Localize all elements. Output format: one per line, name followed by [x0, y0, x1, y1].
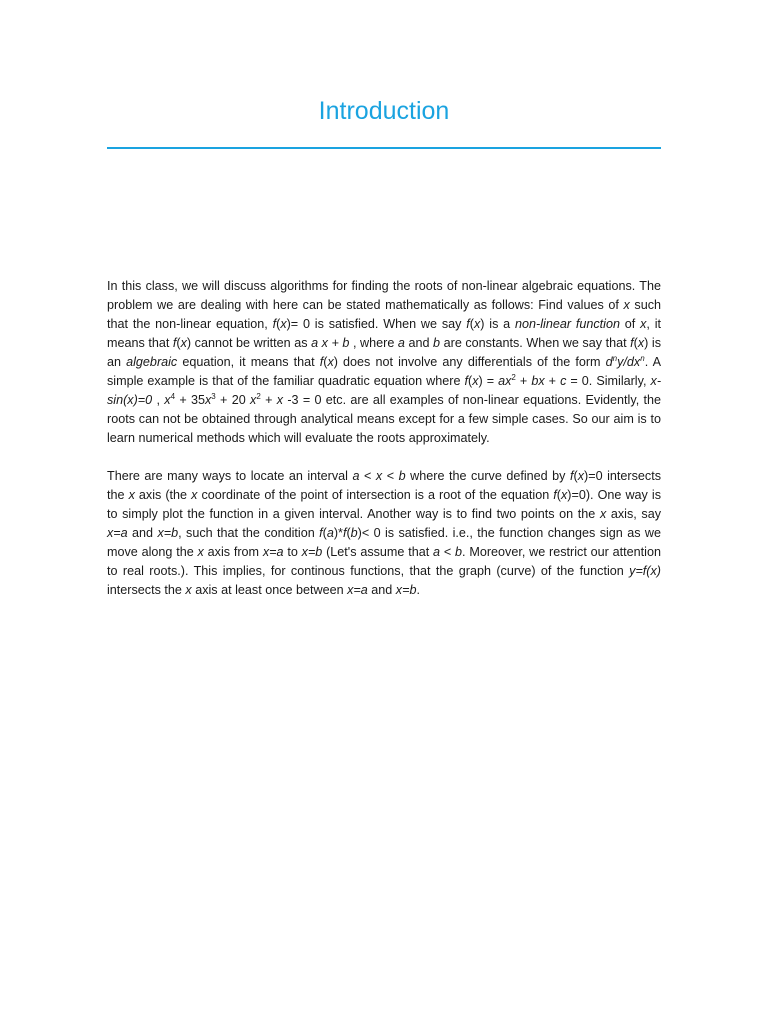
superscript: 2: [511, 373, 516, 382]
italic-text: b: [350, 526, 358, 540]
text-run: (: [323, 355, 328, 369]
text-run: equation, it means that: [177, 355, 320, 369]
text-run: ) is an: [107, 336, 661, 369]
text-run: where the curve defined by: [405, 469, 571, 483]
text-run: +: [544, 374, 561, 388]
italic-text: a: [433, 545, 441, 559]
italic-text: y/dx: [617, 355, 641, 369]
text-run: (: [176, 336, 181, 350]
italic-text: f: [319, 355, 324, 369]
text-run: and: [367, 583, 396, 597]
italic-text: x=a: [262, 545, 284, 559]
text-run: (: [633, 336, 638, 350]
italic-text: b: [433, 336, 441, 350]
text-run: ) cannot be written as: [186, 336, 312, 350]
text-run: axis at least once between: [191, 583, 348, 597]
italic-text: y=f(x): [629, 564, 661, 578]
text-run: axis (the: [134, 488, 192, 502]
italic-text: d: [605, 355, 613, 369]
text-run: (: [276, 317, 281, 331]
italic-text: x: [276, 393, 284, 407]
italic-text: x: [197, 545, 204, 559]
italic-text: x=a: [107, 526, 128, 540]
italic-text: x: [204, 393, 212, 407]
italic-text: a: [352, 469, 360, 483]
superscript: n: [612, 354, 618, 363]
paragraph-2: [107, 467, 661, 600]
text-run: <: [382, 469, 399, 483]
italic-text: a x + b: [311, 336, 350, 350]
italic-text: x: [185, 583, 192, 597]
italic-text: a: [397, 336, 405, 350]
italic-text: x: [375, 469, 383, 483]
italic-text: x=b: [157, 526, 179, 540]
italic-text: x: [640, 317, 647, 331]
text-run: coordinate of the point of intersection is a root of the equation: [197, 488, 554, 502]
text-run: and: [127, 526, 158, 540]
text-run: )= 0 is satisfied. When we say: [286, 317, 467, 331]
italic-text: x: [191, 488, 198, 502]
text-run: ) is a: [480, 317, 516, 331]
italic-text: f: [172, 336, 177, 350]
text-run: )=0). One way is to simply plot the function in a given interval. Another way is to find two points on the: [107, 488, 661, 521]
text-run: + 35: [175, 393, 205, 407]
text-run: There are many ways to locate an interval: [107, 469, 353, 483]
text-run: (: [556, 488, 561, 502]
italic-text: bx: [531, 374, 545, 388]
text-run: -3 = 0 etc. are all examples of non-linear equations. Evidently, the roots can not be obtained through analytical means except for a few simple cases. So our aim is to learn numerical methods which will evaluate the roots approximately.: [107, 393, 661, 445]
italic-text: ax: [498, 374, 512, 388]
text-run: , where: [349, 336, 398, 350]
text-run: (Let's assume that: [322, 545, 434, 559]
text-run: )< 0 is satisfied. i.e., the function changes sign as we move along the: [107, 526, 661, 559]
paragraph-1: [107, 277, 661, 448]
text-run: (: [467, 374, 473, 388]
text-run: .: [416, 583, 420, 597]
text-run: )=0 intersects the: [107, 469, 661, 502]
text-run: . Moreover, we restrict our attention to real roots.). This implies, for continous functions, that the graph (curve) of the function: [107, 545, 661, 578]
italic-text: f: [630, 336, 634, 350]
italic-text: b: [455, 545, 463, 559]
italic-text: x=b: [301, 545, 323, 559]
text-run: (: [346, 526, 351, 540]
superscript: 4: [170, 392, 176, 401]
text-run: = 0. Similarly,: [566, 374, 651, 388]
italic-text: f: [342, 526, 347, 540]
text-run: such that the non-linear equation,: [107, 298, 661, 331]
text-run: (: [469, 317, 474, 331]
italic-text: x-sin(x)=0: [107, 374, 662, 407]
text-run: ,: [152, 393, 165, 407]
italic-text: x: [472, 374, 479, 388]
italic-text: algebraic: [126, 355, 178, 369]
document-body: [107, 277, 661, 619]
text-run: are constants. When we say that: [440, 336, 631, 350]
text-run: ) does not involve any differentials of the form: [333, 355, 606, 369]
text-run: of: [619, 317, 641, 331]
italic-text: f: [466, 317, 470, 331]
text-run: , such that the condition: [178, 526, 320, 540]
page-title: Introduction: [318, 97, 450, 125]
italic-text: x: [180, 336, 187, 350]
italic-text: x: [164, 393, 171, 407]
italic-text: x: [561, 488, 568, 502]
italic-text: x=a: [347, 583, 368, 597]
text-run: <: [359, 469, 376, 483]
superscript: 3: [211, 392, 216, 401]
italic-text: b: [398, 469, 406, 483]
italic-text: f: [272, 317, 277, 331]
text-run: (: [573, 469, 578, 483]
italic-text: non-linear function: [515, 317, 620, 331]
italic-text: f: [319, 526, 323, 540]
italic-text: x: [623, 298, 630, 312]
text-run: ) =: [478, 374, 499, 388]
italic-text: x=b: [395, 583, 417, 597]
text-run: +: [260, 393, 277, 407]
superscript: 2: [256, 392, 261, 401]
text-run: +: [515, 374, 532, 388]
italic-text: x: [599, 507, 607, 521]
italic-text: x: [473, 317, 481, 331]
italic-text: f: [570, 469, 574, 483]
italic-text: f: [553, 488, 557, 502]
text-run: to: [283, 545, 302, 559]
italic-text: x: [577, 469, 585, 483]
text-run: and: [404, 336, 434, 350]
text-run: )*: [333, 526, 343, 540]
text-run: . A simple example is that of the familiar quadratic equation where: [107, 355, 662, 388]
italic-text: x: [327, 355, 334, 369]
italic-text: x: [280, 317, 287, 331]
text-run: (: [322, 526, 327, 540]
text-run: axis from: [203, 545, 263, 559]
italic-text: f: [464, 374, 468, 388]
italic-text: x: [250, 393, 257, 407]
title-underline: [107, 147, 661, 149]
text-run: In this class, we will discuss algorithms for finding the roots of non-linear algebraic equations. The problem we are dealing with here can be stated mathematically as follows: Find values of: [107, 279, 661, 312]
italic-text: a: [326, 526, 334, 540]
superscript: n: [640, 354, 645, 363]
text-run: intersects the: [107, 583, 186, 597]
italic-text: x: [128, 488, 135, 502]
text-run: axis, say: [606, 507, 661, 521]
text-run: <: [440, 545, 456, 559]
italic-text: c: [560, 374, 567, 388]
text-run: , it means that: [107, 317, 662, 350]
text-run: + 20: [215, 393, 251, 407]
italic-text: x: [637, 336, 645, 350]
